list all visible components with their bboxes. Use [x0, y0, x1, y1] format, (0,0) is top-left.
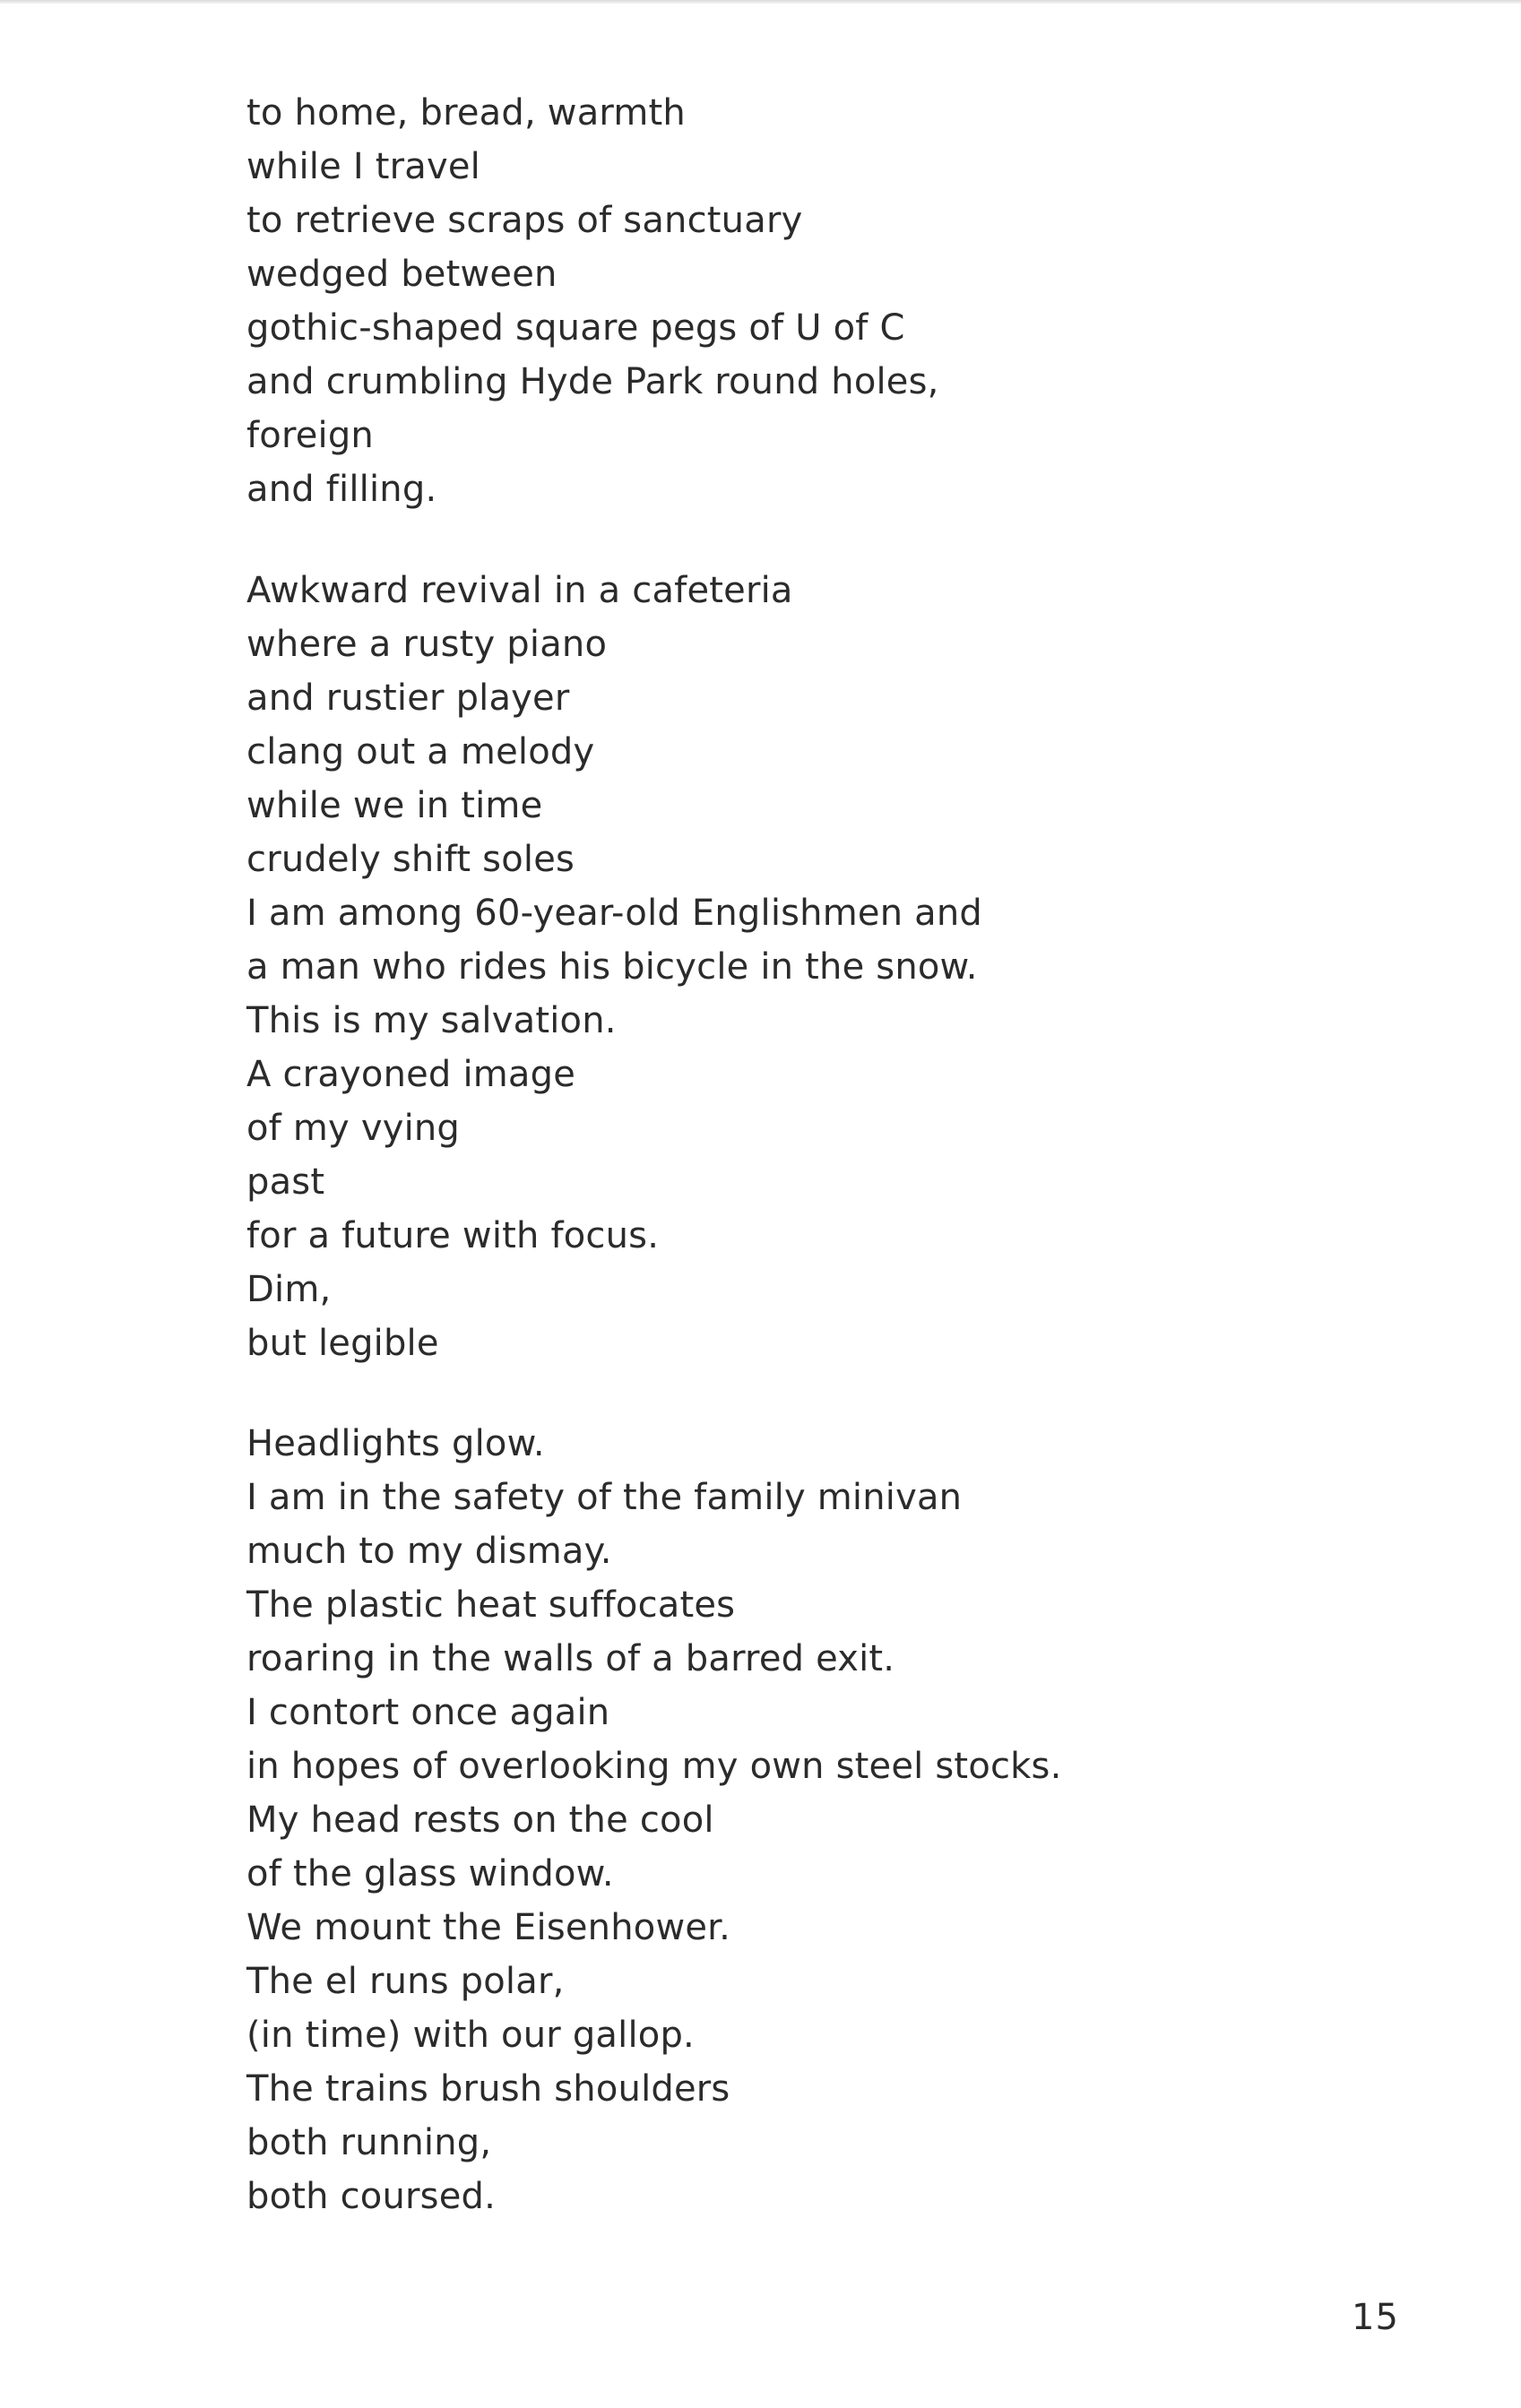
- poem-line: in hopes of overlooking my own steel stocks.: [246, 1746, 1062, 1787]
- poem-line: and rustier player: [246, 678, 570, 719]
- poem-line: gothic-shaped square pegs of U of C: [246, 307, 905, 349]
- poem-line: much to my dismay.: [246, 1531, 612, 1572]
- poem-line: The plastic heat suffocates: [246, 1584, 736, 1626]
- poem-line: The trains brush shoulders: [246, 2068, 730, 2110]
- poem-line: a man who rides his bicycle in the snow.: [246, 946, 978, 988]
- poem-line: of my vying: [246, 1108, 461, 1149]
- poem-line: Awkward revival in a cafeteria: [246, 570, 793, 611]
- page-number: 15: [1352, 2297, 1399, 2338]
- poem-line: I am in the safety of the family minivan: [246, 1477, 963, 1518]
- poem-line: roaring in the walls of a barred exit.: [246, 1638, 895, 1679]
- poem-line: crudely shift soles: [246, 839, 575, 880]
- poem-line: for a future with focus.: [246, 1215, 660, 1256]
- poem-line: but legible: [246, 1323, 439, 1364]
- poem-line: A crayoned image: [246, 1054, 576, 1095]
- poem-line: while I travel: [246, 146, 480, 187]
- poem-line: wedged between: [246, 254, 557, 295]
- poem-line: clang out a melody: [246, 731, 595, 772]
- poem-line: foreign: [246, 415, 374, 456]
- poem-line: to retrieve scraps of sanctuary: [246, 200, 803, 241]
- poem-line: where a rusty piano: [246, 624, 608, 665]
- poem-line: of the glass window.: [246, 1853, 614, 1894]
- poem-line: The el runs polar,: [246, 1961, 565, 2002]
- poem-line: while we in time: [246, 785, 543, 826]
- poem-line: both running,: [246, 2122, 492, 2163]
- poem-line: We mount the Eisenhower.: [246, 1907, 731, 1948]
- stanza-2: [246, 564, 982, 1370]
- poem-line: I am among 60-year-old Englishmen and: [246, 893, 983, 934]
- poem-line: (in time) with our gallop.: [246, 2015, 695, 2056]
- poem-line: This is my salvation.: [246, 1000, 617, 1041]
- poem-line: Dim,: [246, 1269, 332, 1310]
- poem-line: both coursed.: [246, 2176, 497, 2217]
- poem-line: I contort once again: [246, 1692, 610, 1733]
- poem-line: and filling.: [246, 469, 437, 510]
- page-top-edge: [0, 0, 1521, 4]
- poem-line: and crumbling Hyde Park round holes,: [246, 361, 939, 402]
- poem-line: to home, bread, warmth: [246, 92, 686, 134]
- poem-line: Headlights glow.: [246, 1423, 545, 1464]
- poem-line: My head rests on the cool: [246, 1800, 714, 1841]
- stanza-3: [246, 1417, 1062, 2223]
- stanza-1: [246, 86, 939, 516]
- poem-line: past: [246, 1161, 325, 1203]
